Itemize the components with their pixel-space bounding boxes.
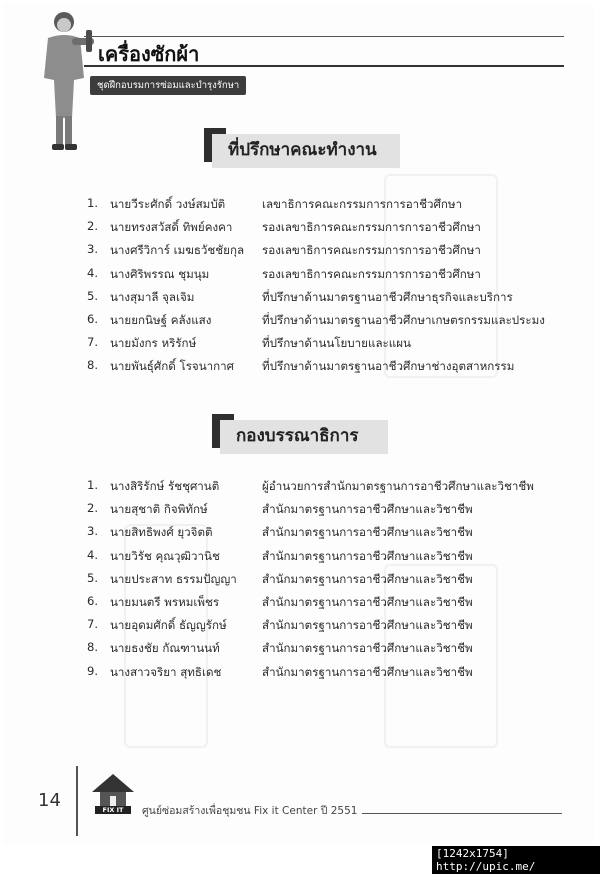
person-name: นายมนตรี พรหมเพ็ชร bbox=[110, 594, 220, 609]
person-role: สำนักมาตรฐานการอาชีวศึกษาและวิชาชีพ bbox=[262, 641, 473, 656]
editorial-section-heading bbox=[212, 414, 392, 448]
item-number: 5. bbox=[86, 570, 98, 585]
technician-mascot-image bbox=[34, 8, 98, 158]
person-role: สำนักมาตรฐานการอาชีวศึกษาและวิชาชีพ bbox=[262, 548, 473, 563]
person-name: นายธงชัย กัณฑานนท์ bbox=[110, 641, 220, 656]
item-number: 4. bbox=[86, 547, 98, 562]
editorial-heading-text: กองบรรณาธิการ bbox=[236, 426, 359, 446]
person-name: นายมังกร หริรักษ์ bbox=[110, 336, 197, 351]
person-role: สำนักมาตรฐานการอาชีวศึกษาและวิชาชีพ bbox=[262, 525, 473, 540]
item-number: 2. bbox=[86, 501, 98, 516]
item-number: 6. bbox=[86, 311, 98, 326]
person-name: นายยกนิษฐ์ คลังแสง bbox=[110, 312, 212, 327]
advisors-heading-text: ที่ปรึกษาคณะทำงาน bbox=[228, 140, 377, 160]
person-role: รองเลขาธิการคณะกรรมการการอาชีวศึกษา bbox=[262, 266, 481, 281]
item-number: 9. bbox=[86, 663, 98, 678]
image-host-watermark: [1242x1754] http://upic.me/ bbox=[432, 846, 600, 874]
item-number: 7. bbox=[86, 617, 98, 632]
item-number: 3. bbox=[86, 242, 98, 257]
person-role: ที่ปรึกษาด้านนโยบายและแผน bbox=[262, 336, 411, 351]
person-name: นายประสาท ธรรมปัญญา bbox=[110, 571, 237, 586]
footer-divider bbox=[76, 766, 78, 836]
person-name: นางสิริรักษ์ รัชชุศานติ bbox=[110, 479, 220, 493]
item-number: 5. bbox=[86, 288, 98, 303]
item-number: 7. bbox=[86, 335, 98, 350]
person-role: สำนักมาตรฐานการอาชีวศึกษาและวิชาชีพ bbox=[262, 664, 473, 679]
person-role: สำนักมาตรฐานการอาชีวศึกษาและวิชาชีพ bbox=[262, 594, 473, 609]
item-number: 2. bbox=[86, 219, 98, 234]
person-role: สำนักมาตรฐานการอาชีวศึกษาและวิชาชีพ bbox=[262, 502, 473, 517]
item-number: 8. bbox=[86, 640, 98, 655]
footer-rule bbox=[362, 813, 562, 814]
person-role: ผู้อำนวยการสำนักมาตรฐานการอาชีวศึกษาและวิชาชีพ bbox=[262, 479, 534, 493]
person-role: รองเลขาธิการคณะกรรมการการอาชีวศึกษา bbox=[262, 220, 481, 235]
item-number: 6. bbox=[86, 593, 98, 608]
person-name: นายอุดมศักดิ์ ธัญญรักษ์ bbox=[110, 618, 227, 633]
person-name: นายสุชาติ กิจพิทักษ์ bbox=[110, 502, 208, 517]
page-number: 14 bbox=[38, 790, 61, 811]
logo-label: FIX IT bbox=[95, 806, 131, 814]
person-role: ที่ปรึกษาด้านมาตรฐานอาชีวศึกษาเกษตรกรรมและประมง bbox=[262, 312, 545, 327]
person-name: นางสุมาลี จุลเจิม bbox=[110, 289, 195, 304]
advisors-section-heading bbox=[204, 128, 404, 162]
page-title: เครื่องซักผ้า bbox=[98, 42, 200, 66]
house-icon bbox=[90, 772, 136, 808]
person-name: นายวีระศักดิ์ วงษ์สมบัติ bbox=[110, 197, 226, 211]
document-page bbox=[4, 4, 594, 844]
item-number: 1. bbox=[86, 196, 98, 210]
person-name: นางศรีวิการ์ เมฆธวัชชัยกุล bbox=[110, 243, 245, 258]
item-number: 4. bbox=[86, 265, 98, 280]
item-number: 3. bbox=[86, 524, 98, 539]
person-name: นายทรงสวัสดิ์ ทิพย์คงคา bbox=[110, 220, 233, 235]
person-name: นายสิทธิพงศ์ ยุวจิตติ bbox=[110, 525, 213, 540]
person-role: สำนักมาตรฐานการอาชีวศึกษาและวิชาชีพ bbox=[262, 571, 473, 586]
person-role: เลขาธิการคณะกรรมการการอาชีวศึกษา bbox=[262, 197, 463, 211]
person-name: นางศิริพรรณ ชุมนุม bbox=[110, 266, 210, 281]
item-number: 1. bbox=[86, 478, 98, 492]
person-name: นายวิรัช คุณวุฒิวานิช bbox=[110, 548, 220, 563]
person-role: ที่ปรึกษาด้านมาตรฐานอาชีวศึกษาธุรกิจและบริการ bbox=[262, 289, 513, 304]
footer-text: ศูนย์ซ่อมสร้างเพื่อชุมชน Fix it Center ปี 2551 bbox=[142, 805, 358, 817]
person-role: ที่ปรึกษาด้านมาตรฐานอาชีวศึกษาช่างอุตสาหกรรม bbox=[262, 359, 515, 374]
subtitle-tag: ชุดฝึกอบรมการซ่อมและบำรุงรักษา bbox=[90, 76, 246, 95]
person-role: รองเลขาธิการคณะกรรมการการอาชีวศึกษา bbox=[262, 243, 481, 258]
person-role: สำนักมาตรฐานการอาชีวศึกษาและวิชาชีพ bbox=[262, 618, 473, 633]
fix-it-logo bbox=[90, 772, 136, 822]
person-name: นายพันธุ์ศักดิ์ โรจนากาศ bbox=[110, 359, 235, 374]
item-number: 8. bbox=[86, 358, 98, 373]
person-name: นางสาวจริยา สุทธิเดช bbox=[110, 664, 222, 679]
